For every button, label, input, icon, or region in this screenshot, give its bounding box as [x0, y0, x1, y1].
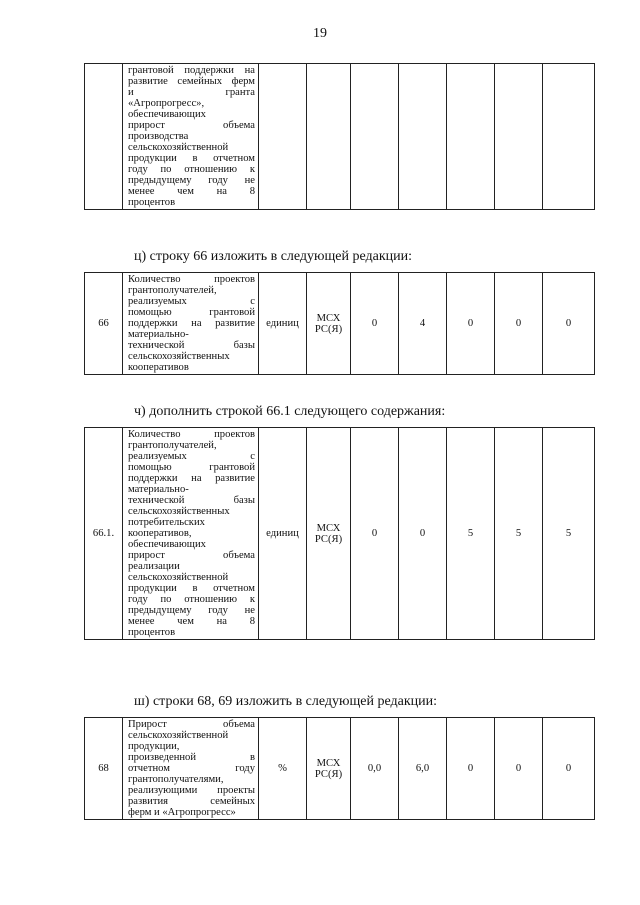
value-cell-5 [543, 64, 595, 210]
description-line: помощью грантовой [128, 462, 255, 473]
description-line: предыдущему году не [128, 175, 255, 186]
description-line: произведенной в [128, 752, 255, 763]
description-line: поддержки на развитие [128, 473, 255, 484]
description-line: материально- [128, 329, 189, 340]
value-cell-3 [447, 64, 495, 210]
value-cell-5: 5 [543, 428, 595, 640]
description-line: отчетном году [128, 763, 255, 774]
value-cell-2: 0 [399, 428, 447, 640]
description-line: продукции в отчетном [128, 583, 255, 594]
description-line: реализации [128, 561, 180, 572]
value-cell-2: 6,0 [399, 718, 447, 820]
description-line: предыдущему году не [128, 605, 255, 616]
description-line: Количество проектов [128, 274, 255, 285]
description-line: грантополучателями, [128, 774, 224, 785]
value-cell-4 [495, 64, 543, 210]
description-line: продукции, [128, 741, 180, 752]
description-line: процентов [128, 627, 176, 638]
description-line: производства [128, 131, 189, 142]
table-row [85, 64, 595, 210]
description-line: менее чем на 8 [128, 616, 255, 627]
description-line: материально- [128, 484, 189, 495]
table-row [85, 718, 595, 820]
table-row-66-1 [84, 427, 595, 640]
value-cell-3: 0 [447, 718, 495, 820]
description-line: поддержки на развитие [128, 318, 255, 329]
description-line: ферм и «Агропрогресс» [128, 807, 236, 818]
value-cell-2: 4 [399, 273, 447, 375]
value-cell-1: 0 [351, 428, 399, 640]
description-line: помощью грантовой [128, 307, 255, 318]
description-line: обеспечивающих [128, 539, 206, 550]
description-line: году по отношению к [128, 594, 255, 605]
indicator-description [123, 64, 259, 210]
indicator-description [123, 718, 259, 820]
description-line: реализуемых с [128, 296, 255, 307]
page-number: 19 [313, 26, 327, 41]
table-row-68 [84, 717, 595, 820]
description-line: потребительских [128, 517, 205, 528]
description-line: и гранта [128, 87, 255, 98]
responsible-org-cell: МСХ РС(Я) [307, 428, 351, 640]
responsible-org-cell: МСХ РС(Я) [307, 718, 351, 820]
description-line: «Агропрогресс», [128, 98, 205, 109]
description-line: Количество проектов [128, 429, 255, 440]
description-line: реализуемых с [128, 451, 255, 462]
responsible-org-cell [307, 64, 351, 210]
description-line: сельскохозяйственных [128, 506, 230, 517]
instruction-row-66: ц) строку 66 изложить в следующей редакции: [134, 249, 413, 264]
description-line: реализующими проекты [128, 785, 255, 796]
value-cell-1: 0,0 [351, 718, 399, 820]
value-cell-1 [351, 64, 399, 210]
value-cell-2 [399, 64, 447, 210]
description-line: развития семейных [128, 796, 255, 807]
description-line: технической базы [128, 340, 255, 351]
row-number [85, 64, 123, 210]
table-row [85, 428, 595, 640]
description-line: менее чем на 8 [128, 186, 255, 197]
table-row-65-continuation [84, 63, 595, 210]
unit-cell: % [259, 718, 307, 820]
table-row-66 [84, 272, 595, 375]
description-line: продукции в отчетном [128, 153, 255, 164]
description-line: грантополучателей, [128, 285, 217, 296]
instruction-row-66-1: ч) дополнить строкой 66.1 следующего содержания: [134, 404, 446, 419]
indicator-description [123, 273, 259, 375]
description-line: году по отношению к [128, 164, 255, 175]
description-line: сельскохозяйственных [128, 351, 230, 362]
description-line: прирост объема [128, 120, 255, 131]
value-cell-4: 0 [495, 718, 543, 820]
indicator-description [123, 428, 259, 640]
value-cell-1: 0 [351, 273, 399, 375]
row-number: 66 [85, 273, 123, 375]
row-number: 66.1. [85, 428, 123, 640]
description-line: сельскохозяйственной [128, 572, 229, 583]
description-line: кооперативов [128, 362, 189, 373]
value-cell-3: 5 [447, 428, 495, 640]
description-line: технической базы [128, 495, 255, 506]
value-cell-4: 5 [495, 428, 543, 640]
value-cell-5: 0 [543, 718, 595, 820]
unit-cell: единиц [259, 428, 307, 640]
description-line: сельскохозяйственной [128, 730, 229, 741]
description-line: Прирост объема [128, 719, 255, 730]
unit-cell: единиц [259, 273, 307, 375]
value-cell-5: 0 [543, 273, 595, 375]
description-line: сельскохозяйственной [128, 142, 229, 153]
row-number: 68 [85, 718, 123, 820]
responsible-org-cell: МСХ РС(Я) [307, 273, 351, 375]
value-cell-4: 0 [495, 273, 543, 375]
description-line: процентов [128, 197, 176, 208]
table-row [85, 273, 595, 375]
unit-cell [259, 64, 307, 210]
description-line: обеспечивающих [128, 109, 206, 120]
description-line: прирост объема [128, 550, 255, 561]
instruction-rows-68-69: ш) строки 68, 69 изложить в следующей редакции: [134, 694, 438, 709]
value-cell-3: 0 [447, 273, 495, 375]
description-line: кооперативов, [128, 528, 192, 539]
description-line: грантополучателей, [128, 440, 217, 451]
description-line: грантовой поддержки на [128, 65, 255, 76]
description-line: развитие семейных ферм [128, 76, 255, 87]
